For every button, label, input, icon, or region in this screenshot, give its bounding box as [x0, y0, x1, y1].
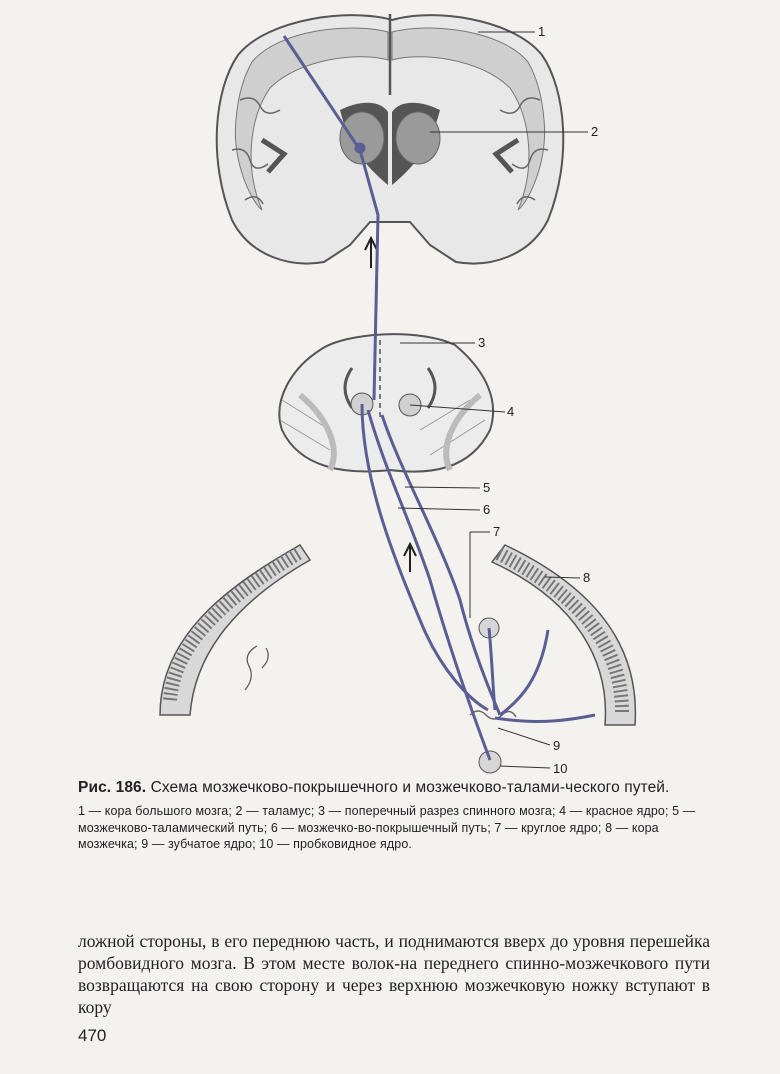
midbrain-section [279, 334, 493, 471]
dentate-nucleus [470, 711, 516, 719]
label-8: 8 [583, 570, 591, 585]
up-arrow-icon [404, 544, 416, 572]
page-number: 470 [78, 1026, 107, 1045]
label-9: 9 [553, 738, 561, 753]
body-paragraph: ложной стороны, в его переднюю часть, и поднимаются вверх до уровня перешейка ромбовидного мозга. В этом месте волок-на переднего спинно-мозжечкового пути возвращаются на свою сторону и через верхнюю мозжечковую ножку вступают в кору [78, 931, 710, 1017]
cerebellum-right [492, 545, 635, 725]
figure-caption [78, 778, 710, 853]
caption-legend: 1 — кора большого мозга; 2 — таламус; 3 — поперечный разрез спинного мозга; 4 — красное ядро; 5 — мозжечково-таламический путь; 6 — мозжечко-во-покрышечный путь; 7 — круглое ядро; 8 — кора мозжечка; 9 — зубчатое ядро; 10 — пробковидное ядро. [78, 804, 696, 851]
caption-title [78, 778, 710, 797]
caption-title-text: Схема мозжечково-покрышечного и мозжечково-талами-ческого путей. [146, 779, 670, 796]
label-3: 3 [478, 335, 486, 350]
label-5: 5 [483, 480, 491, 495]
cerebellum-left [160, 545, 310, 715]
label-6: 6 [483, 502, 491, 517]
label-1: 1 [538, 24, 546, 39]
cerebrum-section [217, 14, 564, 268]
label-7: 7 [493, 524, 501, 539]
emboliform-nucleus [479, 751, 501, 773]
label-2: 2 [591, 124, 599, 139]
figure-number: Рис. 186. [78, 779, 147, 796]
label-10: 10 [553, 761, 568, 776]
label-4: 4 [507, 404, 515, 419]
